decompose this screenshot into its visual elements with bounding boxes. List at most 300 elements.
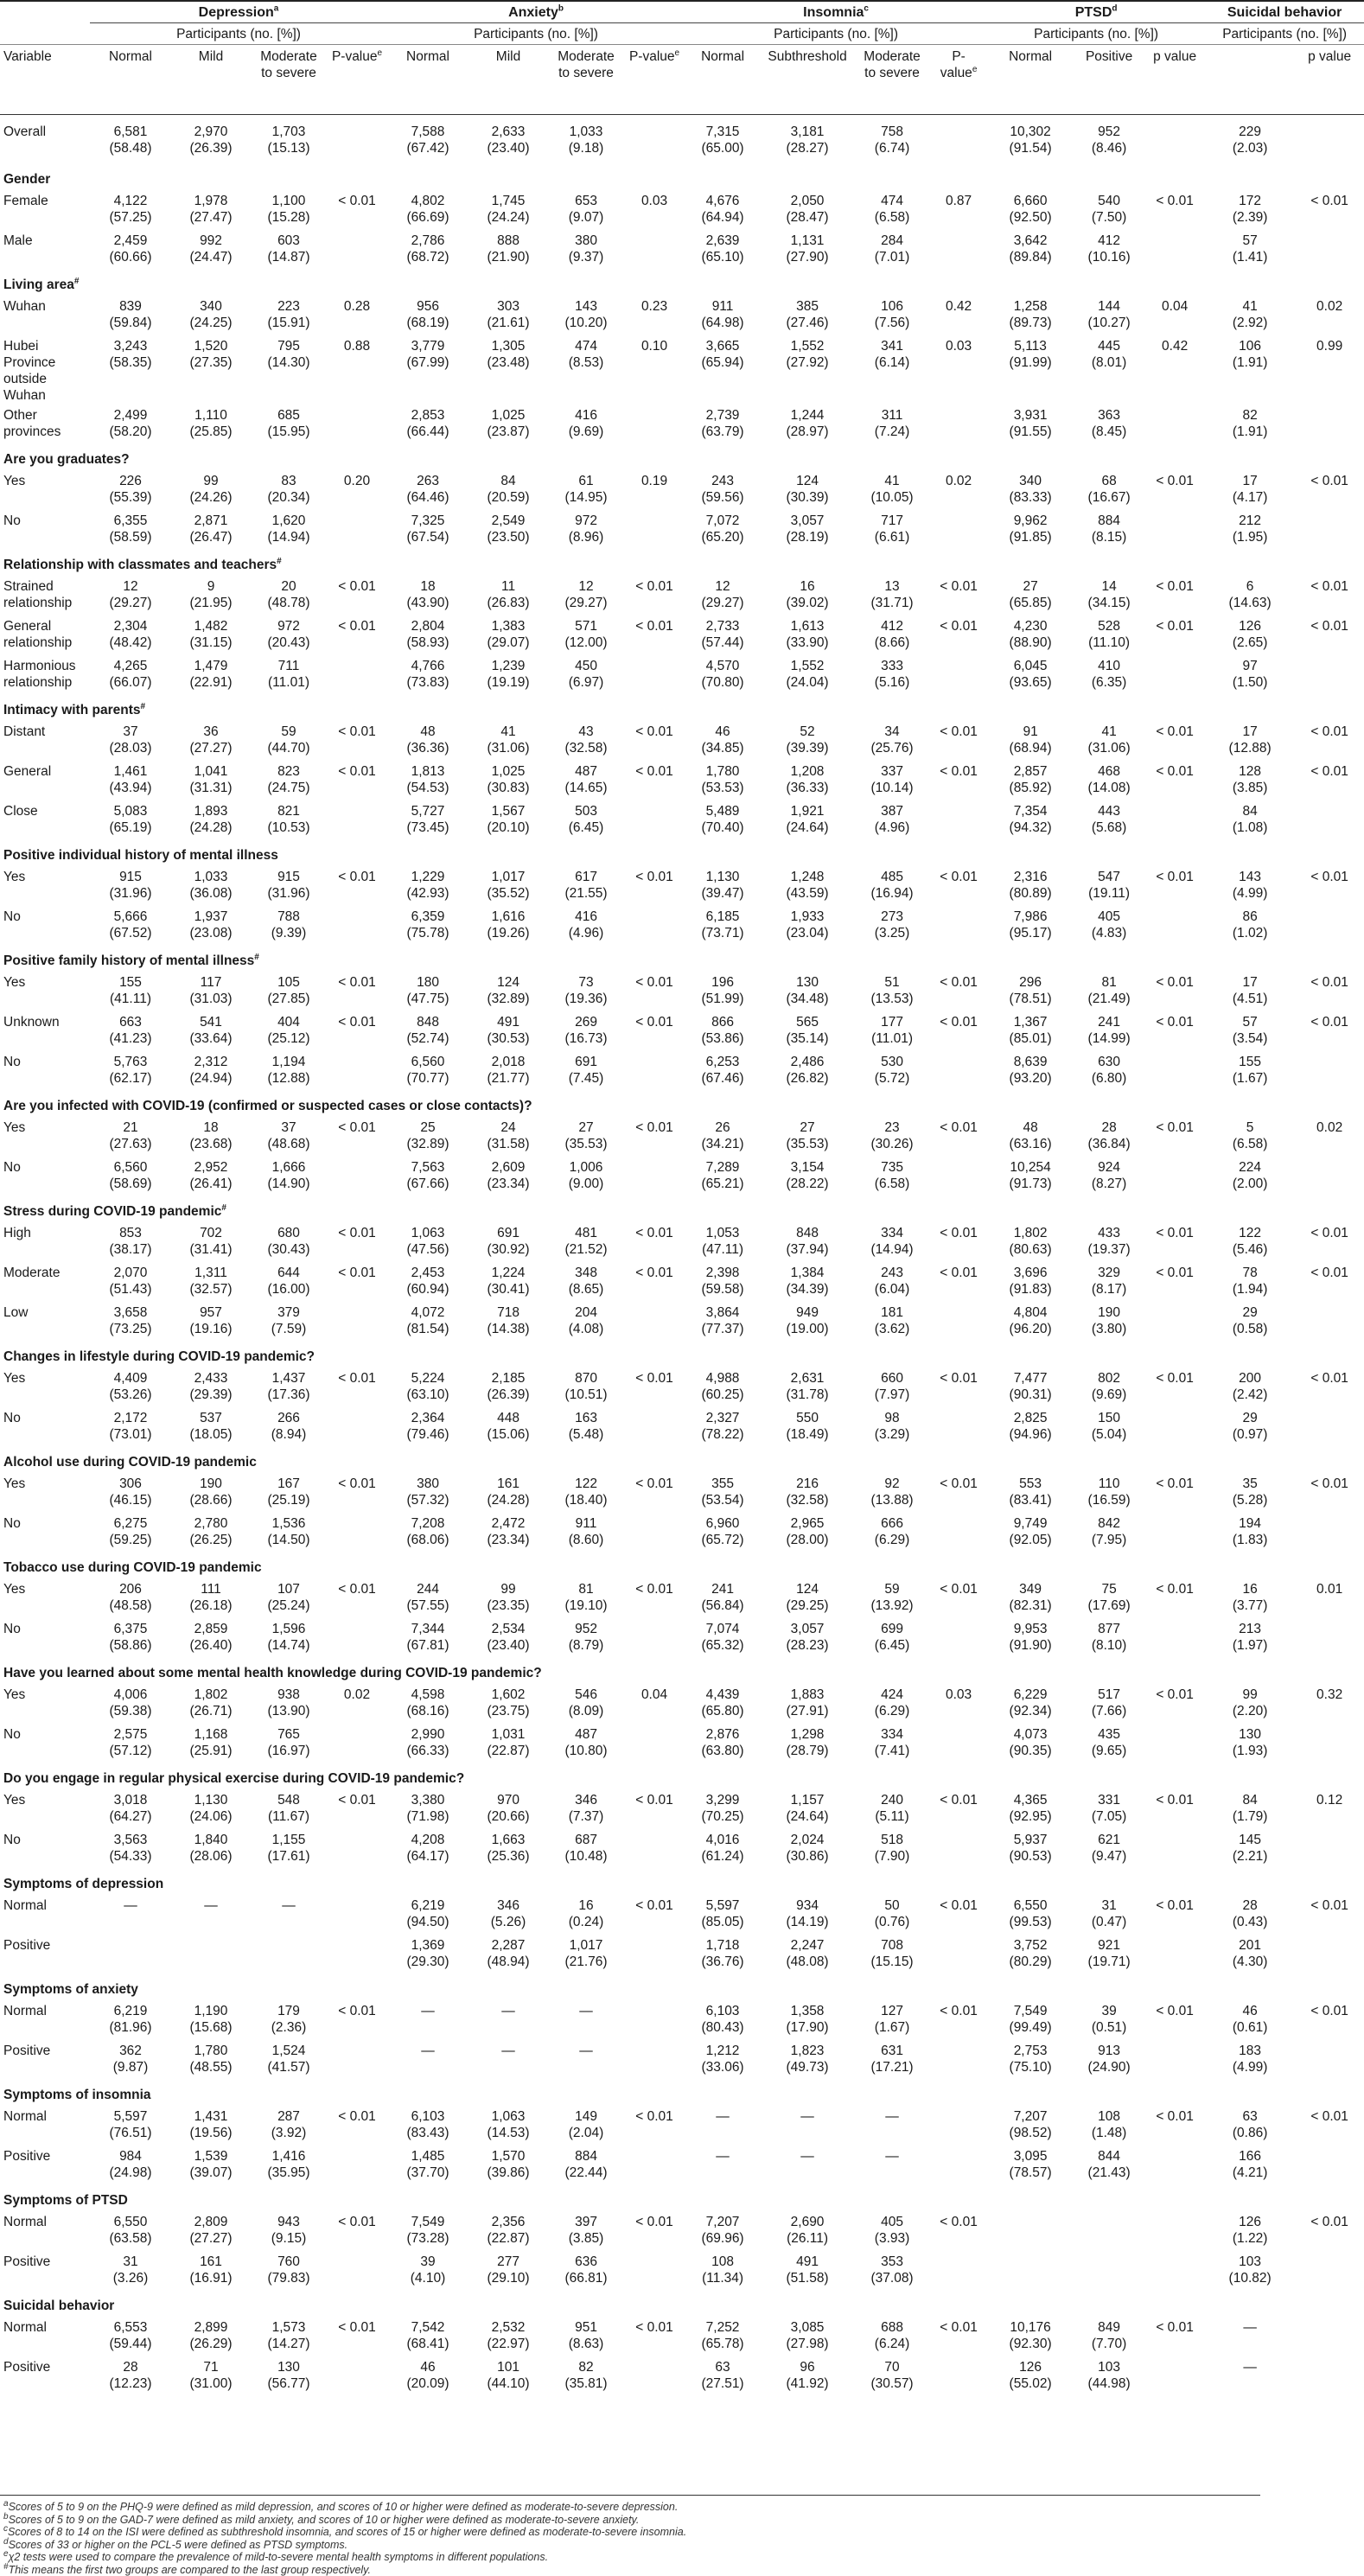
table-cell: 957 (19.16) xyxy=(171,1301,251,1341)
table-cell: 1,718 (36.76) xyxy=(685,1934,761,1973)
table-cell: 200 (2.42) xyxy=(1205,1367,1295,1406)
table-cell: 6,581 (58.48) xyxy=(90,115,171,164)
table-cell: 0.42 xyxy=(930,295,987,335)
table-row xyxy=(0,1617,1364,1657)
table-cell: 106 (1.91) xyxy=(1205,335,1295,404)
table-cell: 36 (27.27) xyxy=(171,720,251,760)
table-cell: 0.03 xyxy=(624,189,685,229)
table-cell: 41 (31.06) xyxy=(468,720,548,760)
row-label: Yes xyxy=(0,971,90,1011)
table-cell: 952 (8.46) xyxy=(1074,115,1144,164)
table-cell: 972 (8.96) xyxy=(548,509,624,549)
table-cell: 37 (28.03) xyxy=(90,720,171,760)
table-cell: < 0.01 xyxy=(1144,1011,1205,1050)
section-title: Alcohol use during COVID-19 pandemic xyxy=(0,1446,1364,1472)
table-cell: 7,563 (67.66) xyxy=(387,1156,468,1196)
table-cell xyxy=(327,1512,387,1552)
table-cell: 385 (27.46) xyxy=(761,295,854,335)
table-cell: 603 (14.87) xyxy=(251,229,327,269)
table-cell: 92 (13.88) xyxy=(854,1472,930,1512)
table-cell: < 0.01 xyxy=(327,1472,387,1512)
table-cell: 362 (9.87) xyxy=(90,2039,171,2079)
table-cell: 353 (37.08) xyxy=(854,2250,930,2290)
table-cell: 355 (53.54) xyxy=(685,1472,761,1512)
table-cell: 1,933 (23.04) xyxy=(761,905,854,945)
table-cell xyxy=(327,115,387,164)
table-cell: 4,265 (66.07) xyxy=(90,654,171,694)
table-cell: 0.10 xyxy=(624,335,685,404)
row-label: No xyxy=(0,1406,90,1446)
table-cell: 3,864 (77.37) xyxy=(685,1301,761,1341)
table-cell: 37 (48.68) xyxy=(251,1116,327,1156)
table-cell: 765 (16.97) xyxy=(251,1723,327,1763)
table-cell: < 0.01 xyxy=(930,615,987,654)
col-header: Moderate to severe xyxy=(251,45,327,115)
table-cell: 3,752 (80.29) xyxy=(987,1934,1074,1973)
table-cell: 1,369 (29.30) xyxy=(387,1934,468,1973)
footnote: $^b$Scores of 5 to 9 on the GAD-7 were defined as mild anxiety, and scores of 10 or higher were defined as moderate-to-severe anxiety. xyxy=(0,2514,1260,2527)
footnote: $^d$Scores of 33 or higher on the PCL-5 were defined as PTSD symptoms. xyxy=(0,2539,1260,2552)
table-cell: 6,219 (94.50) xyxy=(387,1894,468,1934)
table-cell: < 0.01 xyxy=(1144,760,1205,800)
table-cell: 528 (11.10) xyxy=(1074,615,1144,654)
table-cell: < 0.01 xyxy=(930,575,987,615)
table-cell: 130 (34.48) xyxy=(761,971,854,1011)
table-cell xyxy=(327,1934,387,1973)
table-cell: 553 (83.41) xyxy=(987,1472,1074,1512)
section-title: Positive individual history of mental illness xyxy=(0,839,1364,865)
table-cell: 126 (55.02) xyxy=(987,2356,1074,2395)
table-cell: 1,041 (31.31) xyxy=(171,760,251,800)
table-row xyxy=(0,720,1364,760)
table-cell: 1,780 (48.55) xyxy=(171,2039,251,2079)
table-cell xyxy=(624,2039,685,2079)
table-cell: 687 (10.48) xyxy=(548,1828,624,1868)
table-cell xyxy=(987,2210,1074,2250)
table-cell: 86 (1.02) xyxy=(1205,905,1295,945)
section-title: Have you learned about some mental health knowledge during COVID-19 pandemic? xyxy=(0,1657,1364,1683)
table-cell: 1,130 (24.06) xyxy=(171,1789,251,1828)
table-cell: 81 (19.10) xyxy=(548,1578,624,1617)
table-cell: 450 (6.97) xyxy=(548,654,624,694)
row-label: Positive xyxy=(0,2356,90,2395)
table-cell: 70 (30.57) xyxy=(854,2356,930,2395)
table-cell xyxy=(1144,1934,1205,1973)
table-cell: — xyxy=(468,2039,548,2079)
table-cell: 2,024 (30.86) xyxy=(761,1828,854,1868)
table-cell: < 0.01 xyxy=(624,2316,685,2356)
table-cell xyxy=(1144,404,1205,443)
table-cell xyxy=(1295,404,1364,443)
table-cell xyxy=(327,1050,387,1090)
table-cell: 870 (10.51) xyxy=(548,1367,624,1406)
section-header xyxy=(0,1868,1364,1894)
table-cell: 12 (29.27) xyxy=(548,575,624,615)
table-cell: < 0.01 xyxy=(327,720,387,760)
table-cell: 1,157 (24.64) xyxy=(761,1789,854,1828)
participants-header: Participants (no. [%]) xyxy=(1205,23,1364,45)
col-header: P-value$^e$ xyxy=(930,45,987,115)
table-cell: < 0.01 xyxy=(1144,865,1205,905)
table-cell xyxy=(1295,905,1364,945)
table-cell: 760 (79.83) xyxy=(251,2250,327,2290)
row-label: No xyxy=(0,1050,90,1090)
table-cell: 244 (57.55) xyxy=(387,1578,468,1617)
table-row xyxy=(0,229,1364,269)
table-cell: 31 (0.47) xyxy=(1074,1894,1144,1934)
table-cell: 7,344 (67.81) xyxy=(387,1617,468,1657)
table-cell: < 0.01 xyxy=(327,1578,387,1617)
row-label: Other provinces xyxy=(0,404,90,443)
table-cell: 334 (7.41) xyxy=(854,1723,930,1763)
table-cell: 6,355 (58.59) xyxy=(90,509,171,549)
table-cell: 915 (31.96) xyxy=(251,865,327,905)
table-cell: 3,057 (28.23) xyxy=(761,1617,854,1657)
table-cell: 1,482 (31.15) xyxy=(171,615,251,654)
table-cell: 3,181 (28.27) xyxy=(761,115,854,164)
table-cell: 84 (1.08) xyxy=(1205,800,1295,839)
row-label: Normal xyxy=(0,1894,90,1934)
table-cell: 306 (46.15) xyxy=(90,1472,171,1512)
table-row xyxy=(0,1011,1364,1050)
table-cell: 3,095 (78.57) xyxy=(987,2145,1074,2184)
table-cell: 1,298 (28.79) xyxy=(761,1723,854,1763)
table-cell: 924 (8.27) xyxy=(1074,1156,1144,1196)
table-cell: < 0.01 xyxy=(1144,575,1205,615)
table-cell xyxy=(1144,654,1205,694)
table-cell: 243 (59.56) xyxy=(685,469,761,509)
table-cell: 6,560 (70.77) xyxy=(387,1050,468,1090)
row-label: General xyxy=(0,760,90,800)
table-cell: 143 (10.20) xyxy=(548,295,624,335)
table-cell: 3,057 (28.19) xyxy=(761,509,854,549)
table-cell xyxy=(624,404,685,443)
table-cell: 73 (19.36) xyxy=(548,971,624,1011)
table-cell: 474 (6.58) xyxy=(854,189,930,229)
table-cell: 99 (24.26) xyxy=(171,469,251,509)
table-cell: 481 (21.52) xyxy=(548,1221,624,1261)
table-cell: 844 (21.43) xyxy=(1074,2145,1144,2184)
table-cell xyxy=(930,1934,987,1973)
table-cell: 2,899 (26.29) xyxy=(171,2316,251,2356)
col-header: P-value$^e$ xyxy=(624,45,685,115)
table-cell: < 0.01 xyxy=(1295,971,1364,1011)
table-row xyxy=(0,654,1364,694)
table-cell: — xyxy=(251,1894,327,1934)
table-cell: 128 (3.85) xyxy=(1205,760,1295,800)
table-cell: 41 (10.05) xyxy=(854,469,930,509)
table-cell: — xyxy=(761,2145,854,2184)
table-cell xyxy=(1295,1406,1364,1446)
table-row xyxy=(0,2145,1364,2184)
table-cell: 3,642 (89.84) xyxy=(987,229,1074,269)
table-cell: 7,072 (65.20) xyxy=(685,509,761,549)
table-cell: 277 (29.10) xyxy=(468,2250,548,2290)
table-cell: 4,016 (61.24) xyxy=(685,1828,761,1868)
table-cell: 877 (8.10) xyxy=(1074,1617,1144,1657)
table-cell xyxy=(1144,2250,1205,2290)
table-cell: 1,613 (33.90) xyxy=(761,615,854,654)
table-cell: < 0.01 xyxy=(1144,189,1205,229)
table-cell: 82 (35.81) xyxy=(548,2356,624,2395)
table-cell: 1,485 (37.70) xyxy=(387,2145,468,2184)
table-cell xyxy=(1144,1828,1205,1868)
table-cell: 1,813 (54.53) xyxy=(387,760,468,800)
table-cell: < 0.01 xyxy=(1295,1999,1364,2039)
footnote: $^c$Scores of 8 to 14 on the ISI were defined as subthreshold insomnia, and scores of 15 or higher were defined as moderate-to-severe insomnia. xyxy=(0,2526,1260,2539)
table-cell: 6,359 (75.78) xyxy=(387,905,468,945)
table-cell: 167 (25.19) xyxy=(251,1472,327,1512)
row-label: Normal xyxy=(0,2210,90,2250)
table-cell xyxy=(930,905,987,945)
table-cell: 788 (9.39) xyxy=(251,905,327,945)
table-cell: 3,931 (91.55) xyxy=(987,404,1074,443)
table-cell: 735 (6.58) xyxy=(854,1156,930,1196)
table-cell: 23 (30.26) xyxy=(854,1116,930,1156)
table-cell xyxy=(930,2039,987,2079)
table-cell: 2,733 (57.44) xyxy=(685,615,761,654)
table-cell: < 0.01 xyxy=(1295,2210,1364,2250)
table-cell: < 0.01 xyxy=(1295,760,1364,800)
table-cell xyxy=(1074,2250,1144,2290)
table-cell: 911 (64.98) xyxy=(685,295,761,335)
table-cell: < 0.01 xyxy=(1295,1472,1364,1512)
table-cell: 1,431 (19.56) xyxy=(171,2105,251,2145)
table-cell: 2,739 (63.79) xyxy=(685,404,761,443)
table-cell xyxy=(624,905,685,945)
table-cell: 43 (32.58) xyxy=(548,720,624,760)
table-cell: 380 (57.32) xyxy=(387,1472,468,1512)
table-cell: 1,194 (12.88) xyxy=(251,1050,327,1090)
table-cell: 2,304 (48.42) xyxy=(90,615,171,654)
table-row xyxy=(0,1934,1364,1973)
table-cell: 2,780 (26.25) xyxy=(171,1512,251,1552)
table-cell: 934 (14.19) xyxy=(761,1894,854,1934)
table-cell: 340 (83.33) xyxy=(987,469,1074,509)
table-cell: 303 (21.61) xyxy=(468,295,548,335)
table-cell: 27 (65.85) xyxy=(987,575,1074,615)
table-cell: 284 (7.01) xyxy=(854,229,930,269)
table-cell xyxy=(1295,1934,1364,1973)
section-header xyxy=(0,2184,1364,2210)
table-cell: 213 (1.97) xyxy=(1205,1617,1295,1657)
table-cell: 970 (20.66) xyxy=(468,1789,548,1828)
table-cell: 3,696 (91.83) xyxy=(987,1261,1074,1301)
section-header xyxy=(0,443,1364,469)
table-cell: 943 (9.15) xyxy=(251,2210,327,2250)
table-cell xyxy=(1295,229,1364,269)
table-cell: 14 (34.15) xyxy=(1074,575,1144,615)
table-cell: < 0.01 xyxy=(930,971,987,1011)
table-cell: 155 (1.67) xyxy=(1205,1050,1295,1090)
table-cell: 412 (10.16) xyxy=(1074,229,1144,269)
table-cell: 1,666 (14.90) xyxy=(251,1156,327,1196)
table-cell: 631 (17.21) xyxy=(854,2039,930,2079)
table-cell: 2,804 (58.93) xyxy=(387,615,468,654)
section-title: Living area# xyxy=(0,269,1364,295)
table-cell: 2,633 (23.40) xyxy=(468,115,548,164)
table-cell: 823 (24.75) xyxy=(251,760,327,800)
table-cell: 2,356 (22.87) xyxy=(468,2210,548,2250)
table-cell: 2,876 (63.80) xyxy=(685,1723,761,1763)
table-cell: < 0.01 xyxy=(327,189,387,229)
table-cell: < 0.01 xyxy=(624,1789,685,1828)
col-header: Normal xyxy=(987,45,1074,115)
table-cell: < 0.01 xyxy=(327,2210,387,2250)
table-cell: 1,437 (17.36) xyxy=(251,1367,327,1406)
table-cell: 25 (32.89) xyxy=(387,1116,468,1156)
table-cell: 405 (3.93) xyxy=(854,2210,930,2250)
table-cell: 1,602 (23.75) xyxy=(468,1683,548,1723)
table-cell: 565 (35.14) xyxy=(761,1011,854,1050)
table-cell: 82 (1.91) xyxy=(1205,404,1295,443)
table-cell: 2,549 (23.50) xyxy=(468,509,548,549)
table-cell xyxy=(327,229,387,269)
table-cell xyxy=(1295,2145,1364,2184)
table-cell: 842 (7.95) xyxy=(1074,1512,1144,1552)
table-cell: < 0.01 xyxy=(624,1367,685,1406)
table-cell: 992 (24.47) xyxy=(171,229,251,269)
table-cell: < 0.01 xyxy=(1295,1261,1364,1301)
table-cell: 341 (6.14) xyxy=(854,335,930,404)
table-cell: 16 (39.02) xyxy=(761,575,854,615)
table-cell xyxy=(1144,509,1205,549)
table-row xyxy=(0,115,1364,164)
table-cell: 474 (8.53) xyxy=(548,335,624,404)
table-cell: 48 (36.36) xyxy=(387,720,468,760)
table-cell: 4,804 (96.20) xyxy=(987,1301,1074,1341)
table-cell xyxy=(1144,905,1205,945)
row-label: Yes xyxy=(0,865,90,905)
table-cell: 0.19 xyxy=(624,469,685,509)
table-cell: — xyxy=(685,2145,761,2184)
table-cell: 666 (6.29) xyxy=(854,1512,930,1552)
table-cell xyxy=(930,1301,987,1341)
section-header xyxy=(0,1657,1364,1683)
table-cell: 183 (4.99) xyxy=(1205,2039,1295,2079)
col-header: Subthreshold xyxy=(761,45,854,115)
table-cell: 163 (5.48) xyxy=(548,1406,624,1446)
table-cell: — xyxy=(171,1894,251,1934)
table-cell: < 0.01 xyxy=(624,2105,685,2145)
table-cell: 46 (20.09) xyxy=(387,2356,468,2395)
table-cell: 6,375 (58.86) xyxy=(90,1617,171,1657)
table-cell xyxy=(327,1301,387,1341)
table-cell: 2,871 (26.47) xyxy=(171,509,251,549)
table-cell: 2,532 (22.97) xyxy=(468,2316,548,2356)
table-cell: 630 (6.80) xyxy=(1074,1050,1144,1090)
table-cell: 884 (8.15) xyxy=(1074,509,1144,549)
table-cell: 6,550 (63.58) xyxy=(90,2210,171,2250)
table-cell: 39 (4.10) xyxy=(387,2250,468,2290)
table-cell: < 0.01 xyxy=(930,1367,987,1406)
table-cell: 468 (14.08) xyxy=(1074,760,1144,800)
table-cell: 951 (8.63) xyxy=(548,2316,624,2356)
row-label: Close xyxy=(0,800,90,839)
table-cell: 78 (1.94) xyxy=(1205,1261,1295,1301)
table-cell: 4,439 (65.80) xyxy=(685,1683,761,1723)
table-cell: < 0.01 xyxy=(327,1011,387,1050)
section-title: Intimacy with parents# xyxy=(0,694,1364,720)
table-cell: 63 (0.86) xyxy=(1205,2105,1295,2145)
table-cell: 547 (19.11) xyxy=(1074,865,1144,905)
section-title: Relationship with classmates and teachers# xyxy=(0,549,1364,575)
table-cell: 2,499 (58.20) xyxy=(90,404,171,443)
table-cell: 2,312 (24.94) xyxy=(171,1050,251,1090)
table-cell: 1,229 (42.93) xyxy=(387,865,468,905)
participants-header: Participants (no. [%]) xyxy=(685,23,987,45)
table-cell: 0.01 xyxy=(1295,1578,1364,1617)
table-row xyxy=(0,615,1364,654)
table-cell: 0.12 xyxy=(1295,1789,1364,1828)
table-cell xyxy=(624,800,685,839)
table-cell: 296 (78.51) xyxy=(987,971,1074,1011)
table-cell: 6,550 (99.53) xyxy=(987,1894,1074,1934)
table-cell: 212 (1.95) xyxy=(1205,509,1295,549)
table-cell: < 0.01 xyxy=(1295,615,1364,654)
table-cell: 952 (8.79) xyxy=(548,1617,624,1657)
section-title: Symptoms of depression xyxy=(0,1868,1364,1894)
table-cell: 433 (19.37) xyxy=(1074,1221,1144,1261)
table-cell: 387 (4.96) xyxy=(854,800,930,839)
table-cell: 6,103 (80.43) xyxy=(685,1999,761,2039)
table-cell: 503 (6.45) xyxy=(548,800,624,839)
col-header: Normal xyxy=(685,45,761,115)
table-cell: 491 (30.53) xyxy=(468,1011,548,1050)
table-cell xyxy=(930,1723,987,1763)
table-cell: — xyxy=(468,1999,548,2039)
group-depression: Depression$^a$ xyxy=(90,1,387,23)
section-header xyxy=(0,1196,1364,1221)
table-cell: 866 (53.86) xyxy=(685,1011,761,1050)
table-cell: 443 (5.68) xyxy=(1074,800,1144,839)
table-cell: 685 (15.95) xyxy=(251,404,327,443)
table-cell: 1,520 (27.35) xyxy=(171,335,251,404)
table-cell: 26 (34.21) xyxy=(685,1116,761,1156)
table-cell: 111 (26.18) xyxy=(171,1578,251,1617)
table-cell: 0.04 xyxy=(624,1683,685,1723)
table-cell xyxy=(624,1999,685,2039)
row-label: Positive xyxy=(0,2250,90,2290)
table-cell: < 0.01 xyxy=(624,1221,685,1261)
table-row xyxy=(0,1894,1364,1934)
table-cell: 17 (12.88) xyxy=(1205,720,1295,760)
table-cell: 194 (1.83) xyxy=(1205,1512,1295,1552)
table-cell: 61 (14.95) xyxy=(548,469,624,509)
table-cell: 530 (5.72) xyxy=(854,1050,930,1090)
table-cell: 17 (4.51) xyxy=(1205,971,1295,1011)
table-cell: 124 (32.89) xyxy=(468,971,548,1011)
table-cell: 18 (43.90) xyxy=(387,575,468,615)
row-label: Hubei Province outside Wuhan xyxy=(0,335,90,404)
table-cell: 6,960 (65.72) xyxy=(685,1512,761,1552)
table-cell: < 0.01 xyxy=(327,615,387,654)
table-cell xyxy=(930,229,987,269)
table-row xyxy=(0,335,1364,404)
table-cell: 848 (52.74) xyxy=(387,1011,468,1050)
table-cell xyxy=(327,2145,387,2184)
table-row xyxy=(0,1050,1364,1090)
table-cell: 2,853 (66.44) xyxy=(387,404,468,443)
table-cell: — xyxy=(854,2105,930,2145)
table-cell: 7,986 (95.17) xyxy=(987,905,1074,945)
table-cell: 485 (16.94) xyxy=(854,865,930,905)
table-cell: 1,616 (19.26) xyxy=(468,905,548,945)
table-cell: < 0.01 xyxy=(1144,1221,1205,1261)
table-cell: 263 (64.46) xyxy=(387,469,468,509)
table-cell: 7,325 (67.54) xyxy=(387,509,468,549)
table-cell: 379 (7.59) xyxy=(251,1301,327,1341)
